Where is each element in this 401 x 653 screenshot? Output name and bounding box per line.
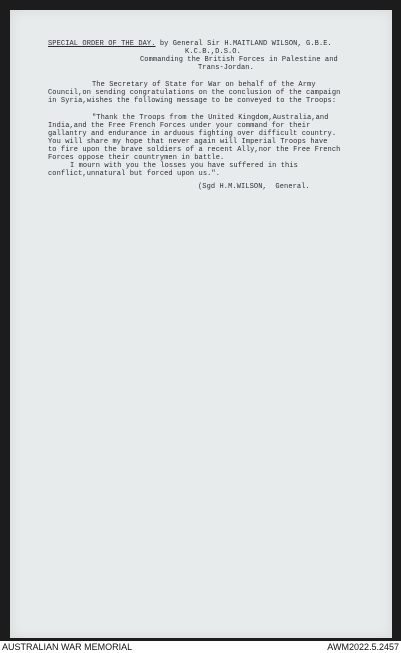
order-byline: by General Sir H.MAITLAND WILSON, G.B.E. <box>155 40 332 48</box>
command-line-2: Trans-Jordan. <box>198 64 254 72</box>
intro-line: Council,on sending congratulations on the conclusion of the campaign <box>48 89 341 97</box>
message-line: Forces oppose their countrymen in battle. <box>48 154 225 162</box>
message-line: India,and the Free French Forces under your command for their <box>48 122 311 130</box>
order-heading <box>48 40 332 48</box>
message-line: You will share my hope that never again will Imperial Troops have <box>48 138 328 146</box>
command-line-1: Commanding the British Forces in Palestine and <box>140 56 338 64</box>
intro-line: The Secretary of State for War on behalf of the Army <box>92 81 316 89</box>
message-line: "Thank the Troops from the United Kingdom,Australia,and <box>92 114 329 122</box>
intro-line: in Syria,wishes the following message to be conveyed to the Troops: <box>48 97 337 105</box>
document-page <box>10 10 392 638</box>
institution-label: AUSTRALIAN WAR MEMORIAL <box>2 642 133 652</box>
message-line: gallantry and endurance in arduous fighting over difficult country. <box>48 130 337 138</box>
signature: (Sgd H.M.WILSON, General. <box>198 183 310 191</box>
message-line: I mourn with you the losses you have suffered in this <box>70 162 298 170</box>
message-line: conflict,unnatural but forced upon us.". <box>48 170 221 178</box>
order-title: SPECIAL ORDER OF THE DAY. <box>48 40 156 48</box>
archive-footer <box>0 641 401 653</box>
message-line: to fire upon the brave soldiers of a recent Ally,nor the Free French <box>48 146 341 154</box>
order-honours: K.C.B.,D.S.O. <box>185 48 241 56</box>
reference-number: AWM2022.5.2457 <box>327 642 399 652</box>
